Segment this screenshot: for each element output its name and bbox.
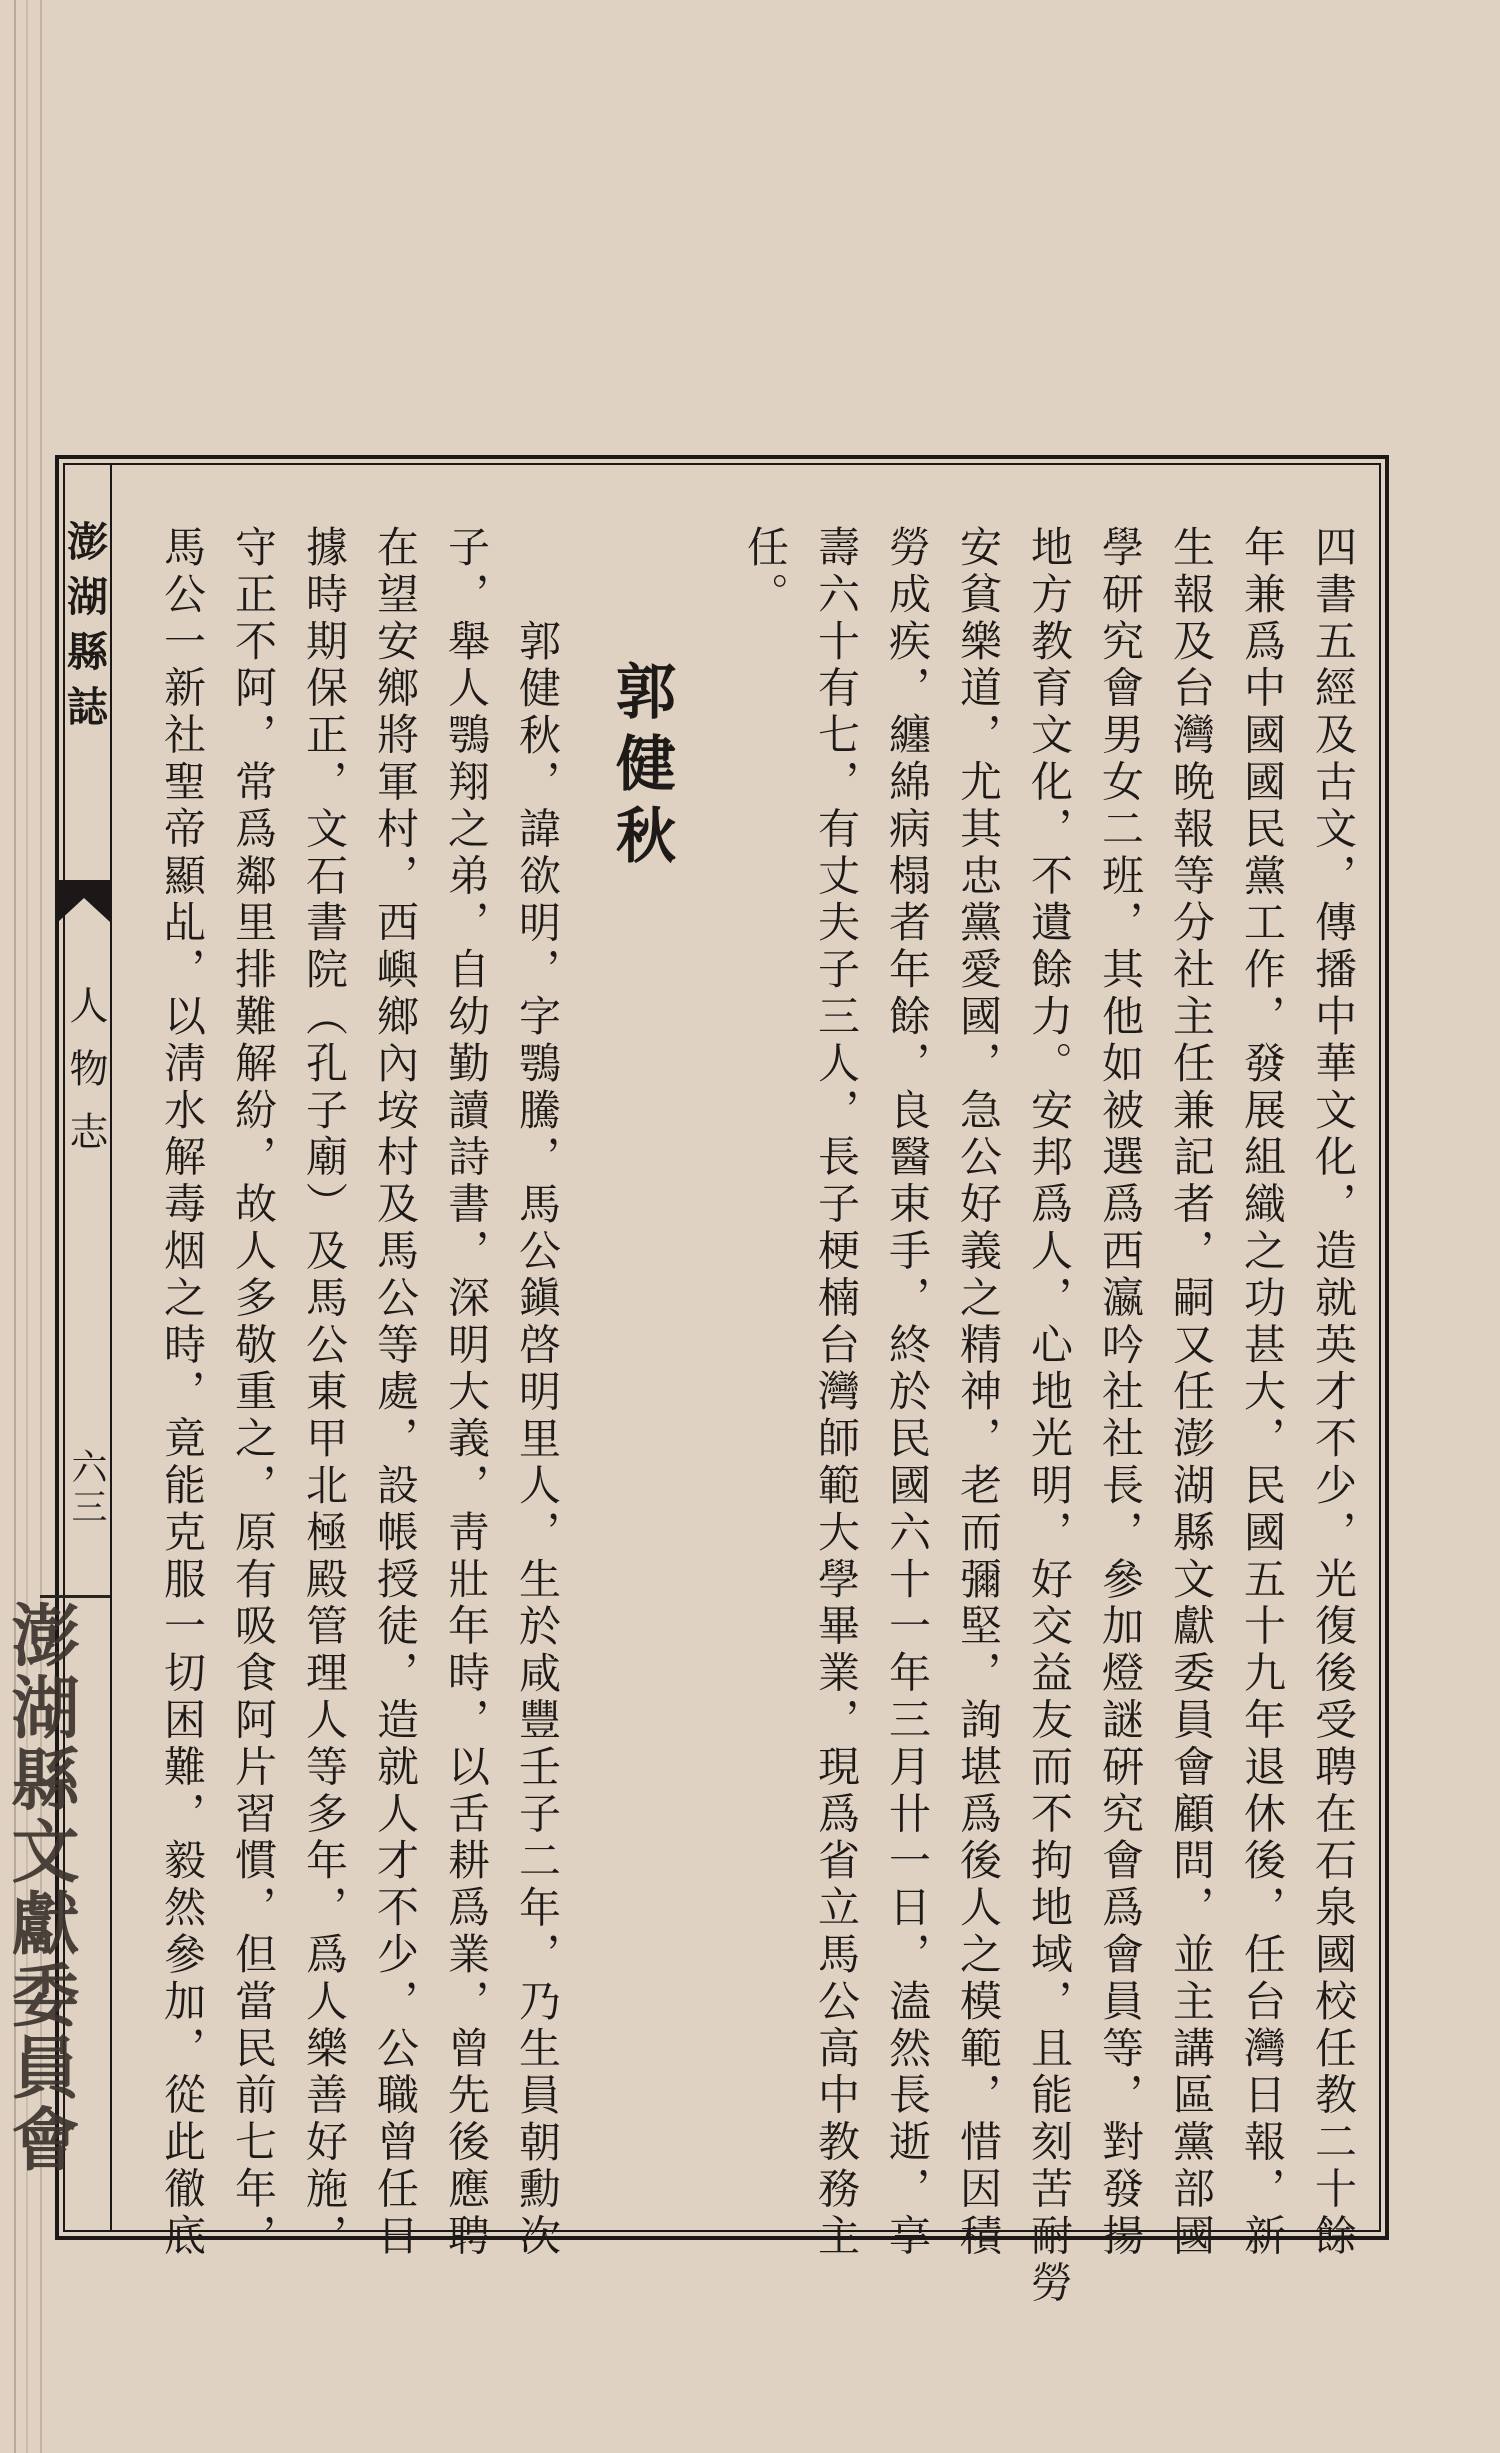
book-title: 澎湖縣誌 [60, 520, 108, 740]
publisher-rule [40, 1595, 110, 1598]
text-column: 學研究會男女二班，其他如被選爲西瀛吟社社長，參加燈謎硏究會爲會員等，對發揚 [1096, 525, 1145, 2261]
page-number: 六三 [66, 1448, 107, 1528]
text-column: 勞成疾，纏綿病榻者年餘，良醫束手，終於民國六十一年三月卄一日，溘然長逝，享 [883, 525, 932, 2261]
text-column: 據時期保正，文石書院（孔子廟）及馬公東甲北極殿管理人等多年，爲人樂善好施， [300, 525, 349, 2261]
publisher-imprint: 澎湖縣文獻委員會 [0, 1600, 80, 2176]
text-column: 守正不阿，常爲鄰里排難解紛，故人多敬重之，原有吸食阿片習慣，但當民前七年， [229, 525, 278, 2261]
text-column: 年兼爲中國國民黨工作，發展組織之功甚大，民國五十九年退休後，任台灣日報，新 [1238, 525, 1287, 2261]
text-column: 四書五經及古文，傳播中華文化，造就英才不少，光復後受聘在石泉國校任教二十餘 [1309, 525, 1358, 2261]
text-column: 安貧樂道，尤其忠黨愛國，急公好義之精神，老而彌堅，詢堪爲後人之模範，惜因積 [954, 525, 1003, 2261]
biography-heading: 郭健秋 [606, 660, 676, 876]
margin-rule [110, 463, 112, 2232]
text-column: 馬公一新社聖帝顯乩，以淸水解毒烟之時，竟能克服一切困難，毅然參加，從此徹底 [158, 525, 207, 2261]
text-column: 郭健秋，諱欲明，字鶚騰，馬公鎭啓明里人，生於咸豐壬子二年，乃生員朝勳次 [513, 619, 562, 2261]
text-column: 任。 [741, 525, 790, 619]
text-column: 在望安鄉將軍村，西嶼鄉內垵村及馬公等處，設帳授徒，造就人才不少，公職曾任日 [371, 525, 420, 2261]
section-name: 人物志 [63, 985, 108, 1174]
text-column: 生報及台灣晩報等分社主任兼記者，嗣又任澎湖縣文獻委員會顧問，並主講區黨部國 [1167, 525, 1216, 2261]
fish-tail-ornament-icon [58, 880, 110, 922]
text-column: 壽六十有七，有丈夫子三人，長子梗楠台灣師範大學畢業，現爲省立馬公高中教務主 [812, 525, 861, 2261]
text-column: 子，舉人鶚翔之弟，自幼勤讀詩書，深明大義，靑壯年時，以舌耕爲業，曾先後應聘 [442, 525, 491, 2261]
text-column: 地方教育文化，不遺餘力。安邦爲人，心地光明，好交益友而不拘地域，且能刻苦耐勞 [1025, 525, 1074, 2308]
